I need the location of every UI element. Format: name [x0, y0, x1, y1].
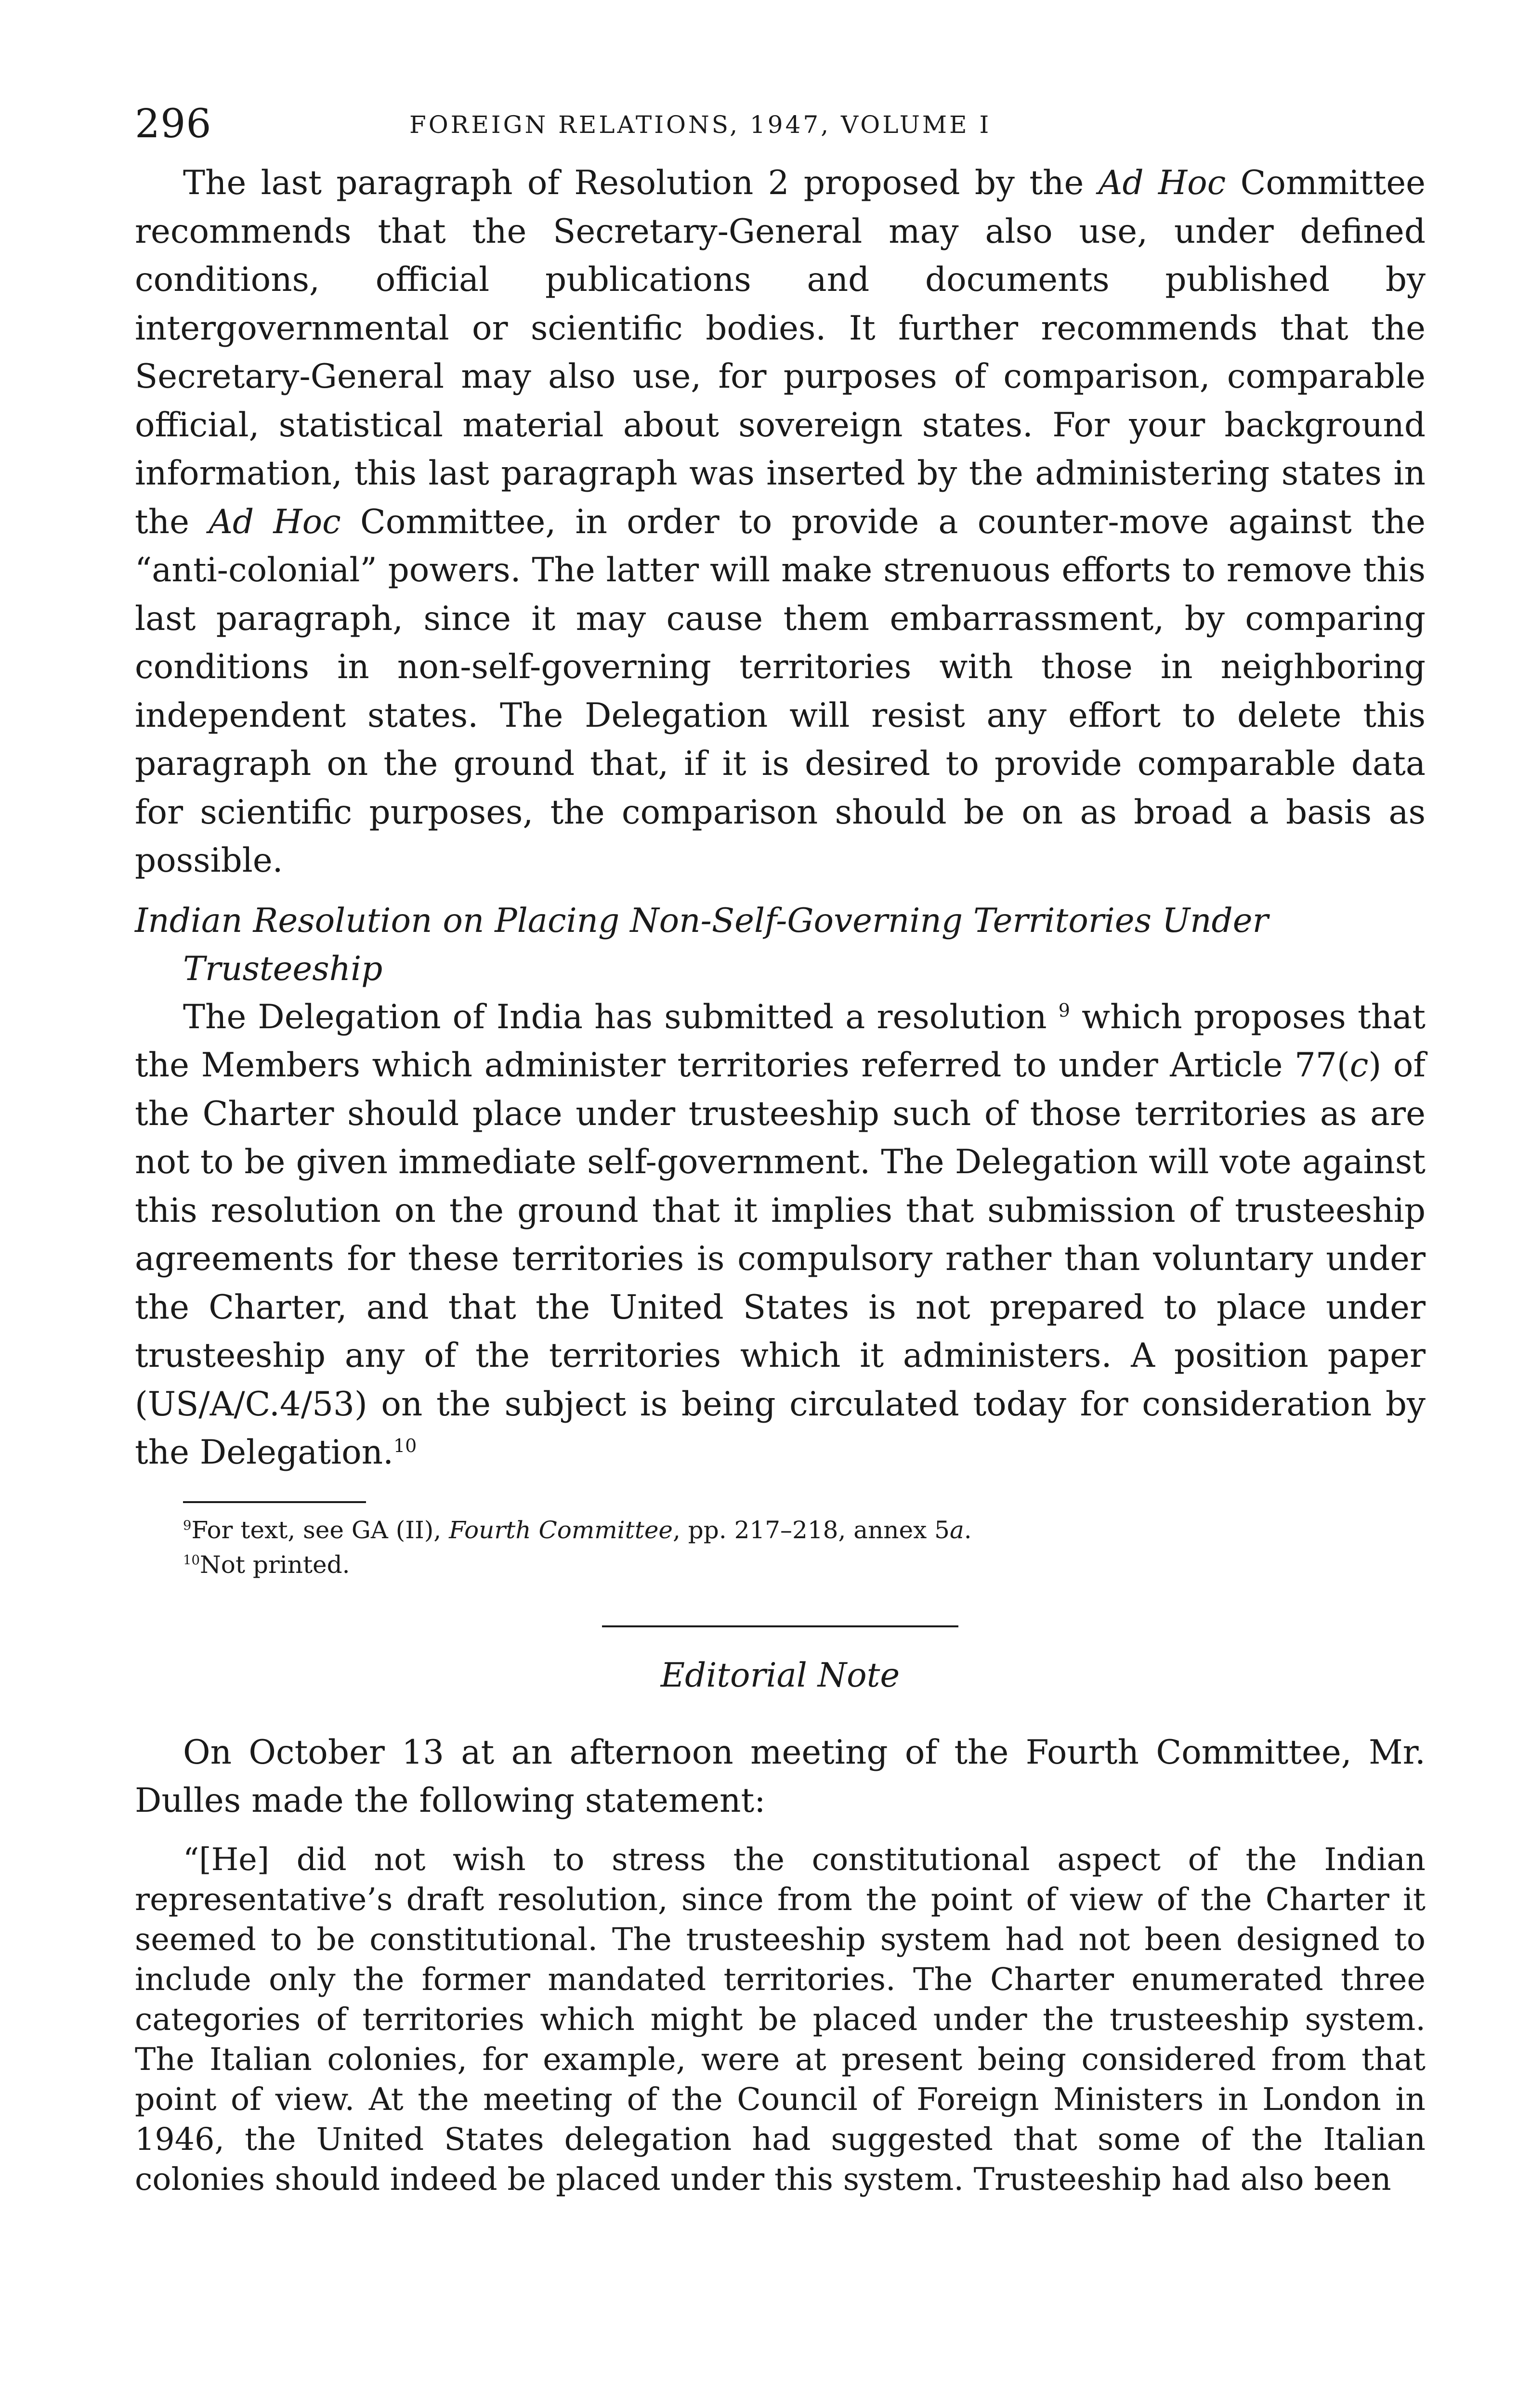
section-heading: Indian Resolution on Placing Non-Self-Governing Territories Under Trusteeship: [135, 901, 1269, 988]
editorial-intro: On October 13 at an afternoon meeting of the Fourth Committee, Mr. Dulles made the following statement:: [135, 1733, 1426, 1820]
footnote-ref-10[interactable]: 10: [393, 1435, 417, 1456]
footnotes: [135, 1513, 1426, 1582]
document-page: [135, 101, 1426, 2199]
page-number: 296: [135, 101, 212, 147]
footnote-marker: 9: [183, 1517, 192, 1533]
italic-run: Fourth Committee: [449, 1516, 673, 1544]
text-run: .: [964, 1516, 972, 1544]
footnote-divider: [183, 1501, 366, 1503]
italic-run: Ad Hoc: [1098, 164, 1226, 202]
text-run: Committee, in order to provide a counter-move against the “anti-colonial” powers. The latter will make strenuous efforts to remove this last paragraph, since it may cause them embarrassment, by comparing conditions in non-self-governing territories with those in neighboring independent states. The Delegation will resist any effort to delete this paragraph on the ground that, if it is desired to provide comparable data for scientific purposes, the comparison should be on as broad a basis as possible.: [135, 502, 1426, 880]
italic-run: c: [1349, 1046, 1369, 1085]
paragraph-ad-hoc-resolution: [135, 159, 1426, 885]
text-run: For text, see GA (II),: [191, 1516, 449, 1544]
italic-run: Ad Hoc: [209, 502, 341, 541]
editorial-note-title: Editorial Note: [660, 1656, 900, 1695]
text-run: which proposes that the Members which administer territories referred to under Article 77(: [135, 997, 1426, 1085]
running-title: FOREIGN RELATIONS, 1947, VOLUME I: [409, 111, 992, 139]
footnote-9: [183, 1513, 1426, 1547]
text-run: ) of the Charter should place under trusteeship such of those territories as are not to be given immediate self-government. The Delegation will vote against this resolution on the ground that it implies that submission of trusteeship agreements for these territories is compulsory rather than voluntary under the Charter, and that the United States is not prepared to place under trusteeship any of the territories which it administers. A position paper (US/A/C.4/53) on the subject is being circulated today for consideration by the Delegation.: [135, 1046, 1426, 1472]
text-run: Committee recommends that the Secretary-General may also use, under defined conditions, official publications and documents published by intergovernmental or scientific bodies. It further recommends that the Secretary-General may also use, for purposes of comparison, comparable official, statistical material about sovereign states. For your background information, this last paragraph was inserted by the administering states in the: [135, 164, 1426, 541]
text-run: , pp. 217–218, annex 5: [673, 1516, 950, 1544]
text-run: The last paragraph of Resolution 2 proposed by the: [183, 164, 1099, 202]
text-run: Not printed.: [200, 1550, 350, 1579]
text-run: The Delegation of India has submitted a resolution: [183, 997, 1059, 1036]
italic-run: a: [949, 1516, 964, 1544]
running-header: [135, 101, 1426, 159]
footnote-ref-9[interactable]: 9: [1058, 999, 1070, 1021]
footnote-10: [183, 1547, 1426, 1582]
editorial-quote: “[He] did not wish to stress the constitutional aspect of the Indian representative’s draft resolution, since from the point of view of the Charter it seemed to be constitutional. The trusteeship system had not been designed to include only the former mandated territories. The Charter enumerated three categories of territories which might be placed under the trusteeship system. The Italian colonies, for example, were at present being considered from that point of view. At the meeting of the Council of Foreign Ministers in London in 1946, the United States delegation had suggested that some of the Italian colonies should indeed be placed under this system. Trusteeship had also been: [135, 1841, 1426, 2198]
paragraph-indian-resolution: [135, 993, 1426, 1477]
section-separator: [602, 1625, 958, 1627]
footnote-marker: 10: [183, 1552, 200, 1568]
